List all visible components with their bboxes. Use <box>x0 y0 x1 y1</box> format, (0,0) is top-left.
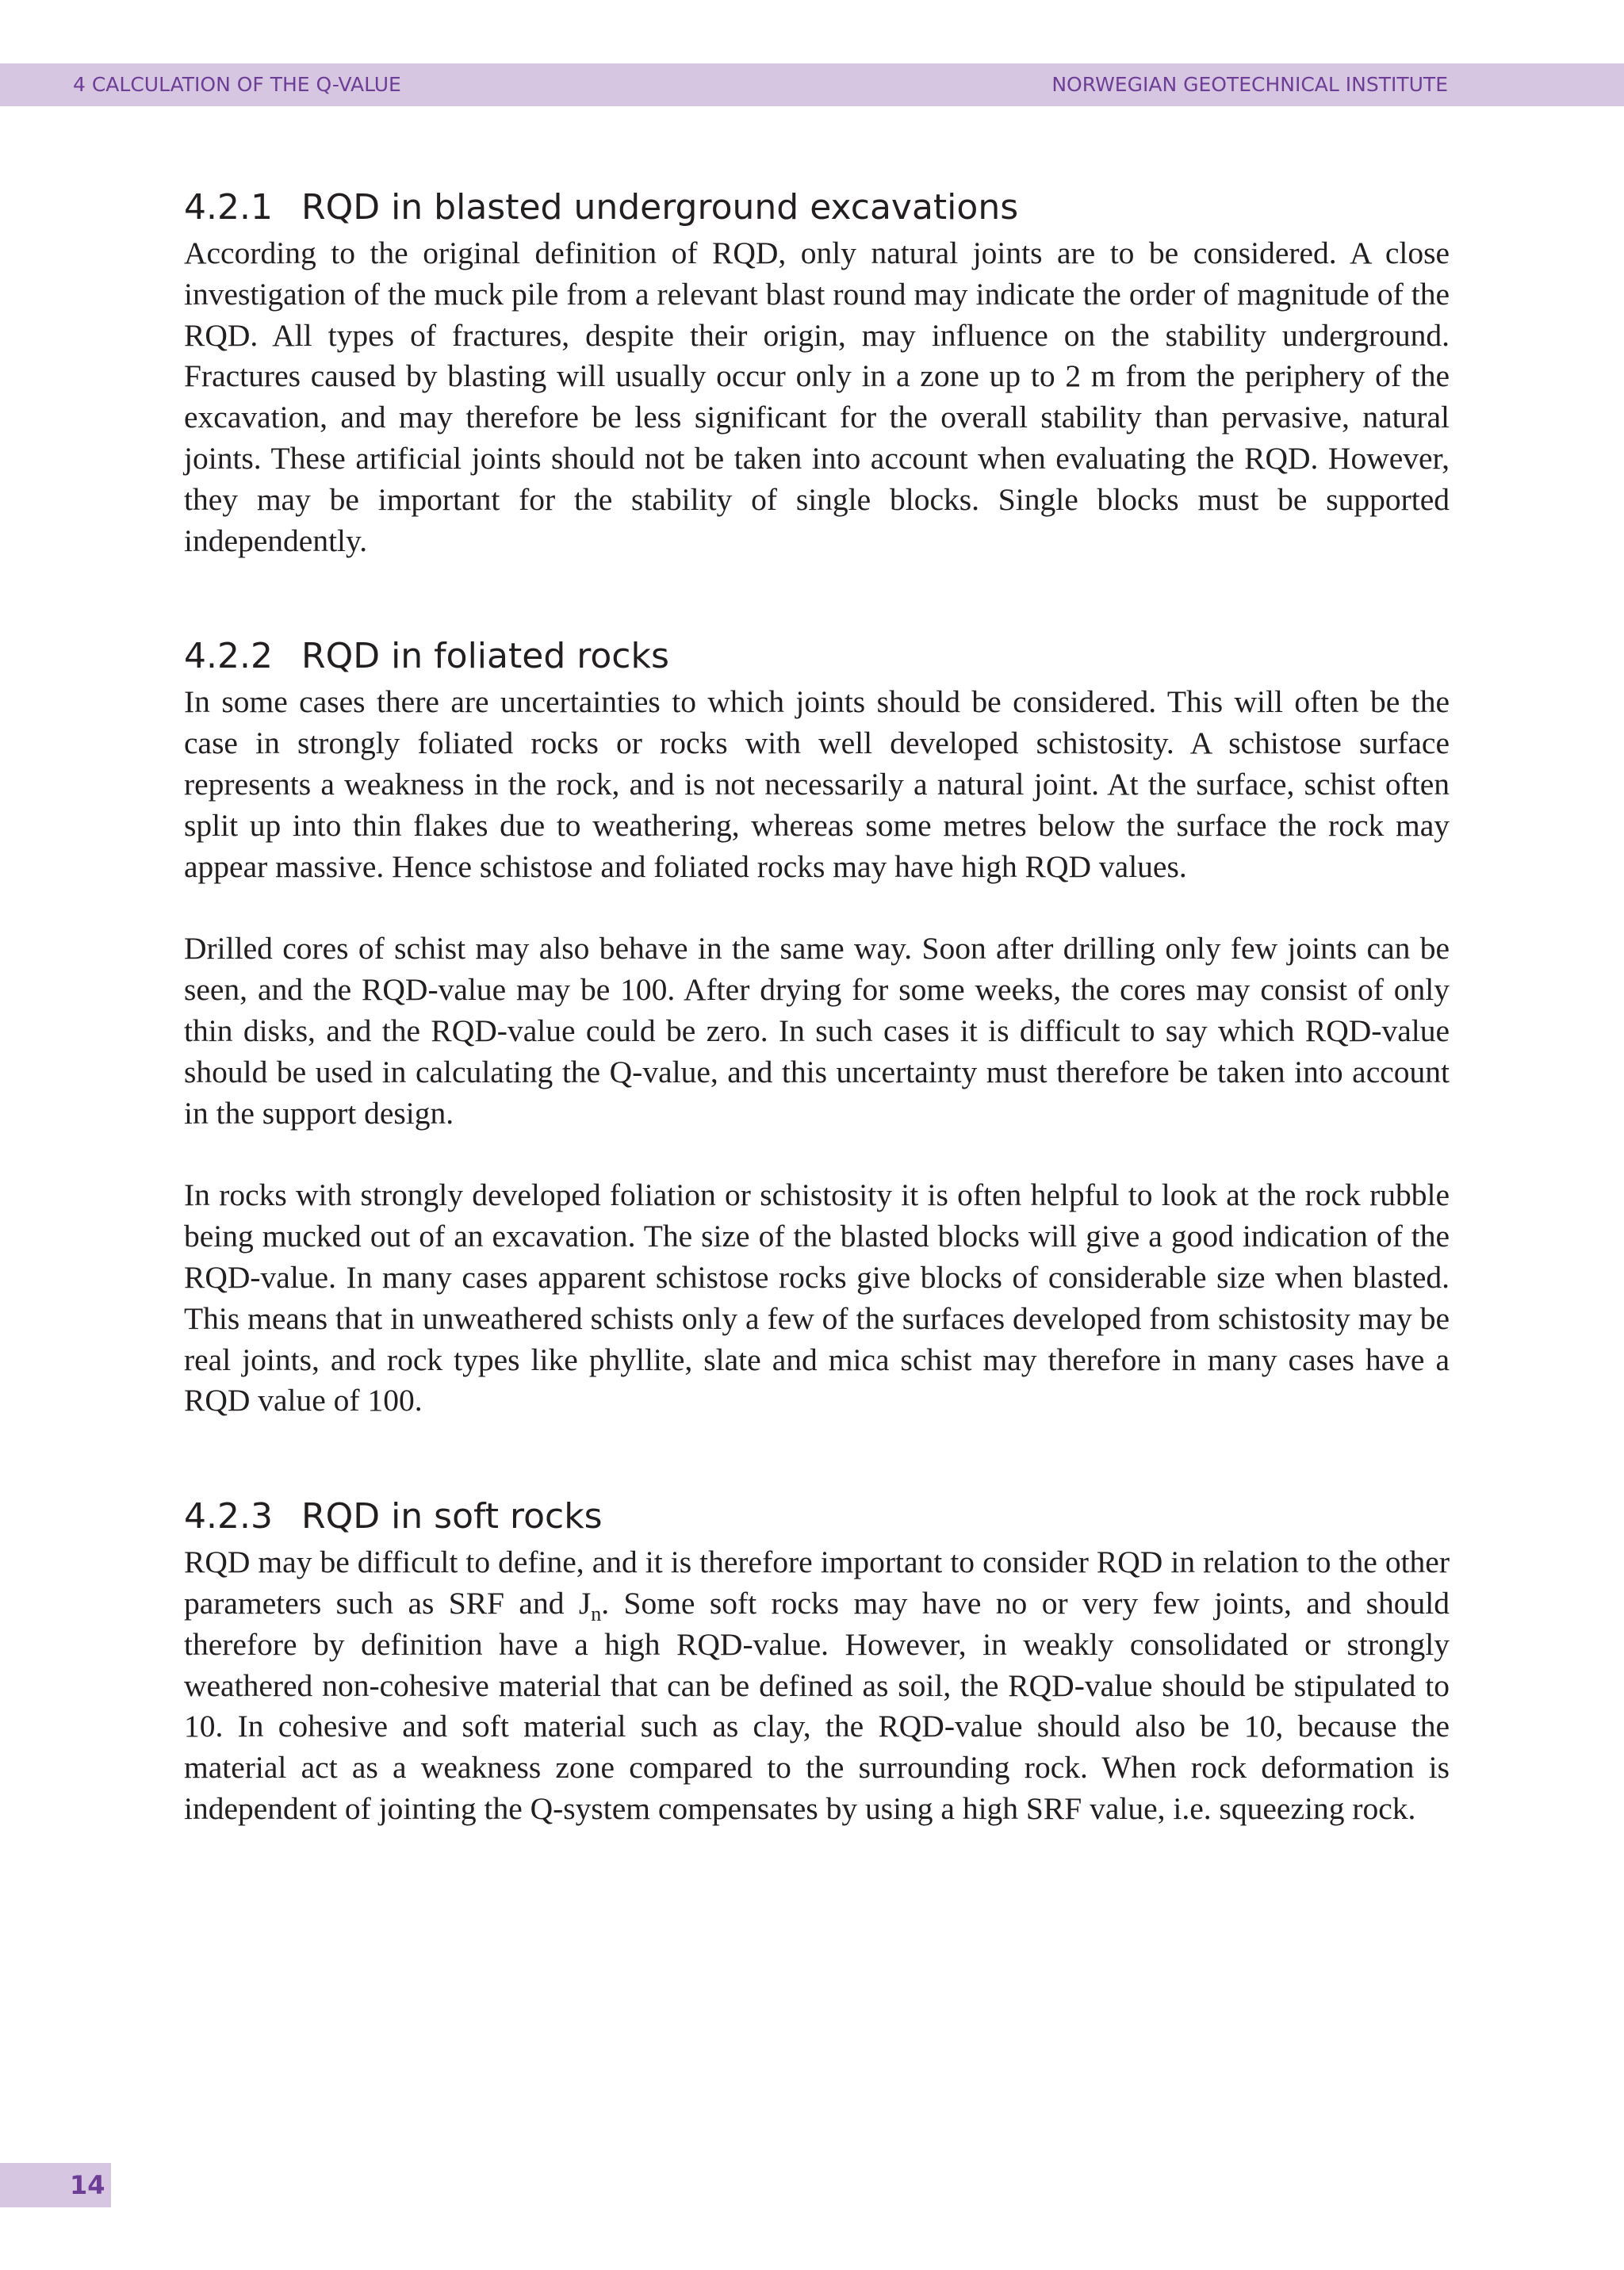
page-number: 14 <box>0 2163 111 2207</box>
paragraph-text-start: RQD may be difficult to define, and it is therefore important to consider RQD in relation to the other parameters such as SRF and J <box>184 1545 1450 1621</box>
section-title: RQD in blasted underground excavations <box>301 187 1019 228</box>
section-4-2-3 <box>184 1491 1450 1830</box>
running-header <box>0 63 1624 106</box>
paragraph <box>184 1542 1450 1830</box>
page-body <box>184 182 1450 1830</box>
section-heading <box>184 1491 1450 1542</box>
paragraph: In rocks with strongly developed foliation or schistosity it is often helpful to look at the rock rubble being mucked out of an excavation. The size of the blasted blocks will give a good indication of the RQD-value. In many cases apparent schistose rocks give blocks of considerable size when blasted. This means that in unweathered schists only a few of the surfaces developed from schistosity may be real joints, and rock types like phyllite, slate and mica schist may therefore in many cases have a RQD value of 100. <box>184 1177 1450 1418</box>
section-4-2-2 <box>184 631 1450 1422</box>
chapter-title: 4 CALCULATION OF THE Q-VALUE <box>73 73 401 96</box>
section-title: RQD in soft rocks <box>301 1496 603 1537</box>
section-number: 4.2.1 <box>184 187 273 228</box>
paragraph: In some cases there are uncertainties to which joints should be considered. This will often be the case in strongly foliated rocks or rocks with well developed schistosity. A schistose surface represents a weakness in the rock, and is not necessarily a natural joint. At the surface, schist often split up into thin flakes due to weathering, whereas some metres below the surface the rock may appear massive. Hence schistose and foliated rocks may have high RQD values. <box>184 684 1450 884</box>
section-heading <box>184 182 1450 233</box>
section-heading <box>184 631 1450 682</box>
paragraph-text-end: . Some soft rocks may have no or very few joints, and should therefore by definition have a high RQD-value. However, in weakly consolidated or strongly weathered non-cohesive material that can be defined as soil, the RQD-value should be stipulated to 10. In cohesive and soft material such as clay, the RQD-value should also be 10, because the material act as a weakness zone compared to the surrounding rock. When rock deformation is independent of jointing the Q-system compensates by using a high SRF value, i.e. squeezing rock. <box>184 1585 1450 1826</box>
section-4-2-1 <box>184 182 1450 561</box>
subscript: n <box>591 1602 602 1625</box>
organization-name: NORWEGIAN GEOTECHNICAL INSTITUTE <box>1051 73 1448 96</box>
section-number: 4.2.2 <box>184 636 273 677</box>
paragraph: Drilled cores of schist may also behave in the same way. Soon after drilling only few joints can be seen, and the RQD-value may be 100. After drying for some weeks, the cores may consist of only thin disks, and the RQD-value could be zero. In such cases it is difficult to say which RQD-value should be used in calculating the Q-value, and this uncertainty must therefore be taken into account in the support design. <box>184 931 1450 1131</box>
section-title: RQD in foliated rocks <box>301 636 669 677</box>
section-number: 4.2.3 <box>184 1496 273 1537</box>
paragraph: According to the original definition of RQD, only natural joints are to be considered. A close investigation of the muck pile from a relevant blast round may indicate the order of magnitude of the RQD. All types of fractures, despite their origin, may influence on the stability underground. Fractures caused by blasting will usually occur only in a zone up to 2 m from the periphery of the excavation, and may therefore be less significant for the overall stability than pervasive, natural joints. These artificial joints should not be taken into account when evaluating the RQD. However, they may be important for the stability of single blocks. Single blocks must be supported independently. <box>184 235 1450 558</box>
